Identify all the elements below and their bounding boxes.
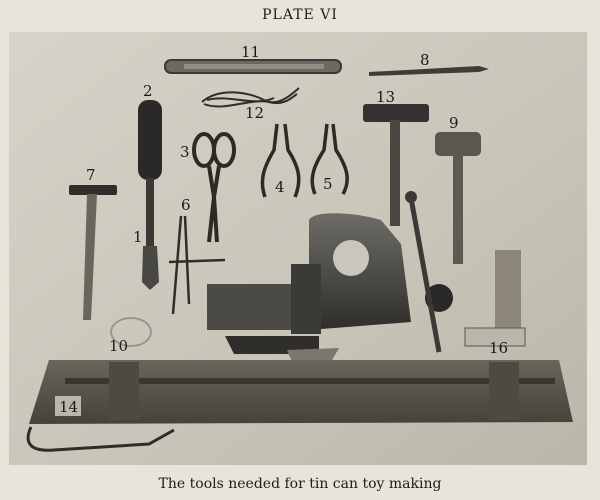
- label-4: 4: [275, 178, 285, 196]
- label-16: 16: [489, 339, 509, 357]
- label-11: 11: [241, 43, 261, 61]
- label-10: 10: [109, 337, 129, 355]
- label-2: 2: [143, 82, 153, 100]
- label-14: 14: [59, 398, 79, 416]
- label-1: 1: [133, 228, 143, 246]
- label-6: 6: [181, 196, 191, 214]
- plate-title: PLATE VI: [262, 7, 338, 23]
- tools-photograph: [9, 32, 587, 465]
- label-3: 3: [180, 143, 190, 161]
- figure-caption: The tools needed for tin can toy making: [158, 476, 442, 492]
- label-12: 12: [245, 104, 265, 122]
- tool-file-11: [165, 60, 341, 73]
- label-9: 9: [449, 114, 459, 132]
- label-13: 13: [376, 88, 396, 106]
- label-7: 7: [86, 166, 96, 184]
- label-5: 5: [323, 175, 333, 193]
- label-8: 8: [420, 51, 430, 69]
